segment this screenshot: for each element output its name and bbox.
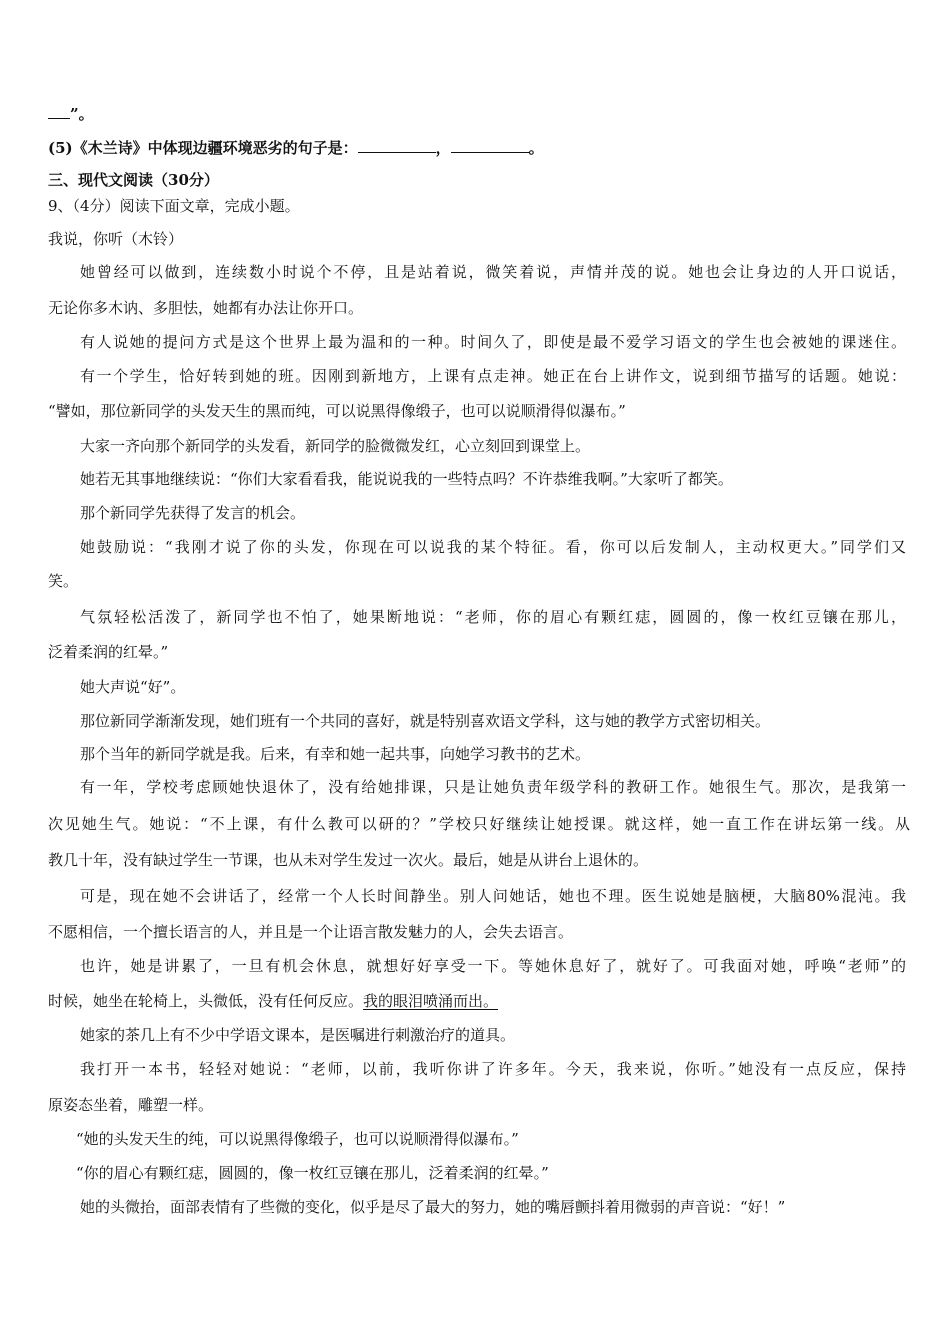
- paragraph-line: 气氛轻松活泼了，新同学也不怕了，她果断地说：“老师，你的眉心有颗红痣，圆圆的，像一枚红豆镶在那儿，: [80, 608, 906, 626]
- paragraph-line: 她鼓励说：“我刚才说了你的头发，你现在可以说我的某个特征。看，你可以后发制人，主动权更大。”同学们又: [80, 538, 906, 556]
- paragraph-line: 她家的茶几上有不少中学语文课本，是医嘱进行刺激治疗的道具。: [80, 1026, 516, 1044]
- paragraph-line: 泛着柔润的红晕。”: [48, 643, 169, 661]
- paragraph-line: 她的头微抬，面部表情有了些微的变化，似乎是尽了最大的努力，她的嘴唇颤抖着用微弱的声音说：“好！”: [80, 1198, 786, 1216]
- paragraph-line: 那个当年的新同学就是我。后来，有幸和她一起共事，向她学习教书的艺术。: [80, 745, 591, 763]
- answer-blank-2[interactable]: [451, 138, 529, 153]
- paragraph-line: “你的眉心有颗红痣，圆圆的，像一枚红豆镶在那儿，泛着柔润的红晕。”: [76, 1164, 549, 1182]
- answer-blank-1[interactable]: [358, 138, 436, 153]
- paragraph-line: 时候，她坐在轮椅上，头微低，没有任何反应。我的眼泪喷涌而出。: [48, 992, 499, 1010]
- answer-blank[interactable]: [48, 104, 70, 119]
- paragraph-line: 她若无其事地继续说：“你们大家看看我，能说说我的一些特点吗？不许恭维我啊。”大家听了都笑。: [80, 470, 733, 488]
- paragraph-line: “她的头发天生的纯，可以说黑得像缎子，也可以说顺滑得似瀑布。”: [76, 1130, 519, 1148]
- paragraph-line: 无论你多木讷、多胆怯，她都有办法让你开口。: [48, 299, 364, 317]
- paragraph-line: 笑。: [48, 572, 79, 590]
- paragraph-line: 那位新同学渐渐发现，她们班有一个共同的喜好，就是特别喜欢语文学科，这与她的教学方式密切相关。: [80, 712, 771, 730]
- paragraph-line: 也许，她是讲累了，一旦有机会休息，就想好好享受一下。等她休息好了，就好了。可我面对她，呼唤“老师”的: [80, 957, 906, 975]
- paragraph-line: 有一个学生，恰好转到她的班。因刚到新地方，上课有点走神。她正在台上讲作文，说到细节描写的话题。她说：: [80, 367, 906, 385]
- paragraph-line: “譬如，那位新同学的头发天生的黑而纯，可以说黑得像缎子，也可以说顺滑得似瀑布。”: [48, 402, 626, 420]
- article-title: 我说，你听（木铃）: [48, 230, 184, 248]
- paragraph-line: 有一年，学校考虑顾她快退休了，没有给她排课，只是让她负责年级学科的教研工作。她很生气。那次，是我第一: [80, 778, 906, 796]
- section-heading: 三、现代文阅读（30分）: [48, 171, 219, 189]
- question-9-intro: 9、（4分）阅读下面文章，完成小题。: [48, 197, 300, 215]
- underlined-sentence: 我的眼泪喷涌而出。: [363, 992, 499, 1010]
- paragraph-line: 她大声说“好”。: [80, 678, 186, 696]
- paragraph-line: 原姿态坐着，雕塑一样。: [48, 1096, 214, 1114]
- paragraph-line: 那个新同学先获得了发言的机会。: [80, 504, 306, 522]
- paragraph-line: 教几十年，没有缺过学生一节课，也从未对学生发过一次火。最后，她是从讲台上退休的。: [48, 851, 649, 869]
- paragraph-line: 大家一齐向那个新同学的头发看，新同学的脸微微发红，心立刻回到课堂上。: [80, 437, 591, 455]
- paragraph-line: 我打开一本书，轻轻对她说：“老师，以前，我听你讲了许多年。今天，我来说，你听。”她没有一点反应，保持: [80, 1060, 906, 1078]
- paragraph-line: 有人说她的提问方式是这个世界上最为温和的一种。时间久了，即使是最不爱学习语文的学生也会被她的课迷住。: [80, 333, 906, 351]
- paragraph-line: 她曾经可以做到，连续数小时说个不停，且是站着说，微笑着说，声情并茂的说。她也会让身边的人开口说话，: [80, 263, 906, 281]
- fill-blank-fragment: ”。: [48, 104, 910, 124]
- paragraph-line: 次见她生气。她说：“不上课，有什么教可以研的？”学校只好继续让她授课。就这样，她一直工作在讲坛第一线。从: [48, 815, 910, 833]
- question-5: (5)《木兰诗》中体现边疆环境恶劣的句子是： ， 。: [48, 139, 544, 157]
- paragraph-line: 可是，现在她不会讲话了，经常一个人长时间静坐。别人问她话，她也不理。医生说她是脑梗，大脑80%混沌。我: [80, 887, 906, 905]
- paragraph-line: 不愿相信，一个擅长语言的人，并且是一个让语言散发魅力的人，会失去语言。: [48, 923, 574, 941]
